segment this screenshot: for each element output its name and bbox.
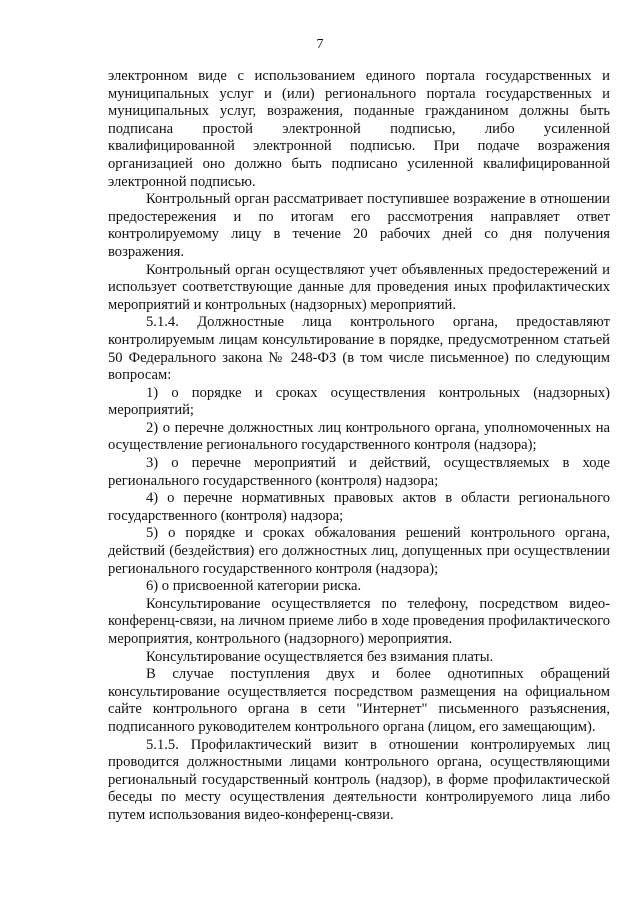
paragraph: Консультирование осуществляется без взимания платы.: [146, 648, 494, 665]
paragraph-continued: электронном виде с использованием единого портала государственных и муниципальных услуг и (или) регионального портала государственных и муниципальных услуг, возражения, поданные гражданином должны быть подписана простой электронной подписью, либо усиленной квалифицированной электронной подписью. При подаче возражения организацией оно должно быть подписано усиленной квалифицированной электронной подписью.: [108, 68, 610, 190]
paragraph: Контрольный орган рассматривает поступившее возражение в отношении предостережения и по итогам его рассмотрения направляет ответ контролируемому лицу в течение 20 рабочих дней со дня получения возражения.: [108, 191, 610, 260]
list-item: 6) о присвоенной категории риска.: [146, 578, 362, 595]
list-item: 5) о порядке и сроках обжалования решений контрольного органа, действий (бездействия) его должностных лиц, допущенных при осуществлении регионального государственного контроля (надзора);: [108, 525, 610, 577]
list-item: 2) о перечне должностных лиц контрольного органа, уполномоченных на осуществление регионального государственного контроля (надзора);: [108, 419, 610, 454]
list-item: 1) о порядке и сроках осуществления контрольных (надзорных) мероприятий;: [108, 384, 610, 419]
page-number: 7: [316, 37, 324, 52]
section-paragraph-5-1-5: 5.1.5. Профилактический визит в отношении контролируемых лиц проводится должностными лицами контрольного органа, осуществляющими региональный государственный контроль (надзор), в форме профилактической беседы по месту осуществления деятельности контролируемого лица либо путем использования видео-конференц-связи.: [108, 736, 610, 823]
section-paragraph-5-1-4: 5.1.4. Должностные лица контрольного органа, предоставляют контролируемым лицам консультирование в порядке, предусмотренном статьей 50 Федерального закона № 248-ФЗ (в том числе письменное) по следующим вопросам:: [108, 314, 610, 384]
paragraph: Консультирование осуществляется по телефону, посредством видео-конференц-связи, на личном приеме либо в ходе проведения профилактического мероприятия, контрольного (надзорного) мероприятия.: [108, 595, 610, 647]
list-item: 4) о перечне нормативных правовых актов в области регионального государственного (контроля) надзора;: [108, 490, 610, 524]
paragraph: В случае поступления двух и более однотипных обращений консультирование осуществляется посредством размещения на официальном сайте контрольного органа в сети "Интернет" письменного разъяснения, подписанного руководителем контрольного органа (лицом, его замещающим).: [108, 666, 610, 735]
paragraph: Контрольный орган осуществляют учет объявленных предостережений и использует соответствующие данные для проведения иных профилактических мероприятий и контрольных (надзорных) мероприятий.: [108, 261, 610, 313]
list-item: 3) о перечне мероприятий и действий, осуществляемых в ходе регионального государственного (контроля) надзора;: [108, 455, 610, 489]
document-body: [108, 68, 610, 825]
